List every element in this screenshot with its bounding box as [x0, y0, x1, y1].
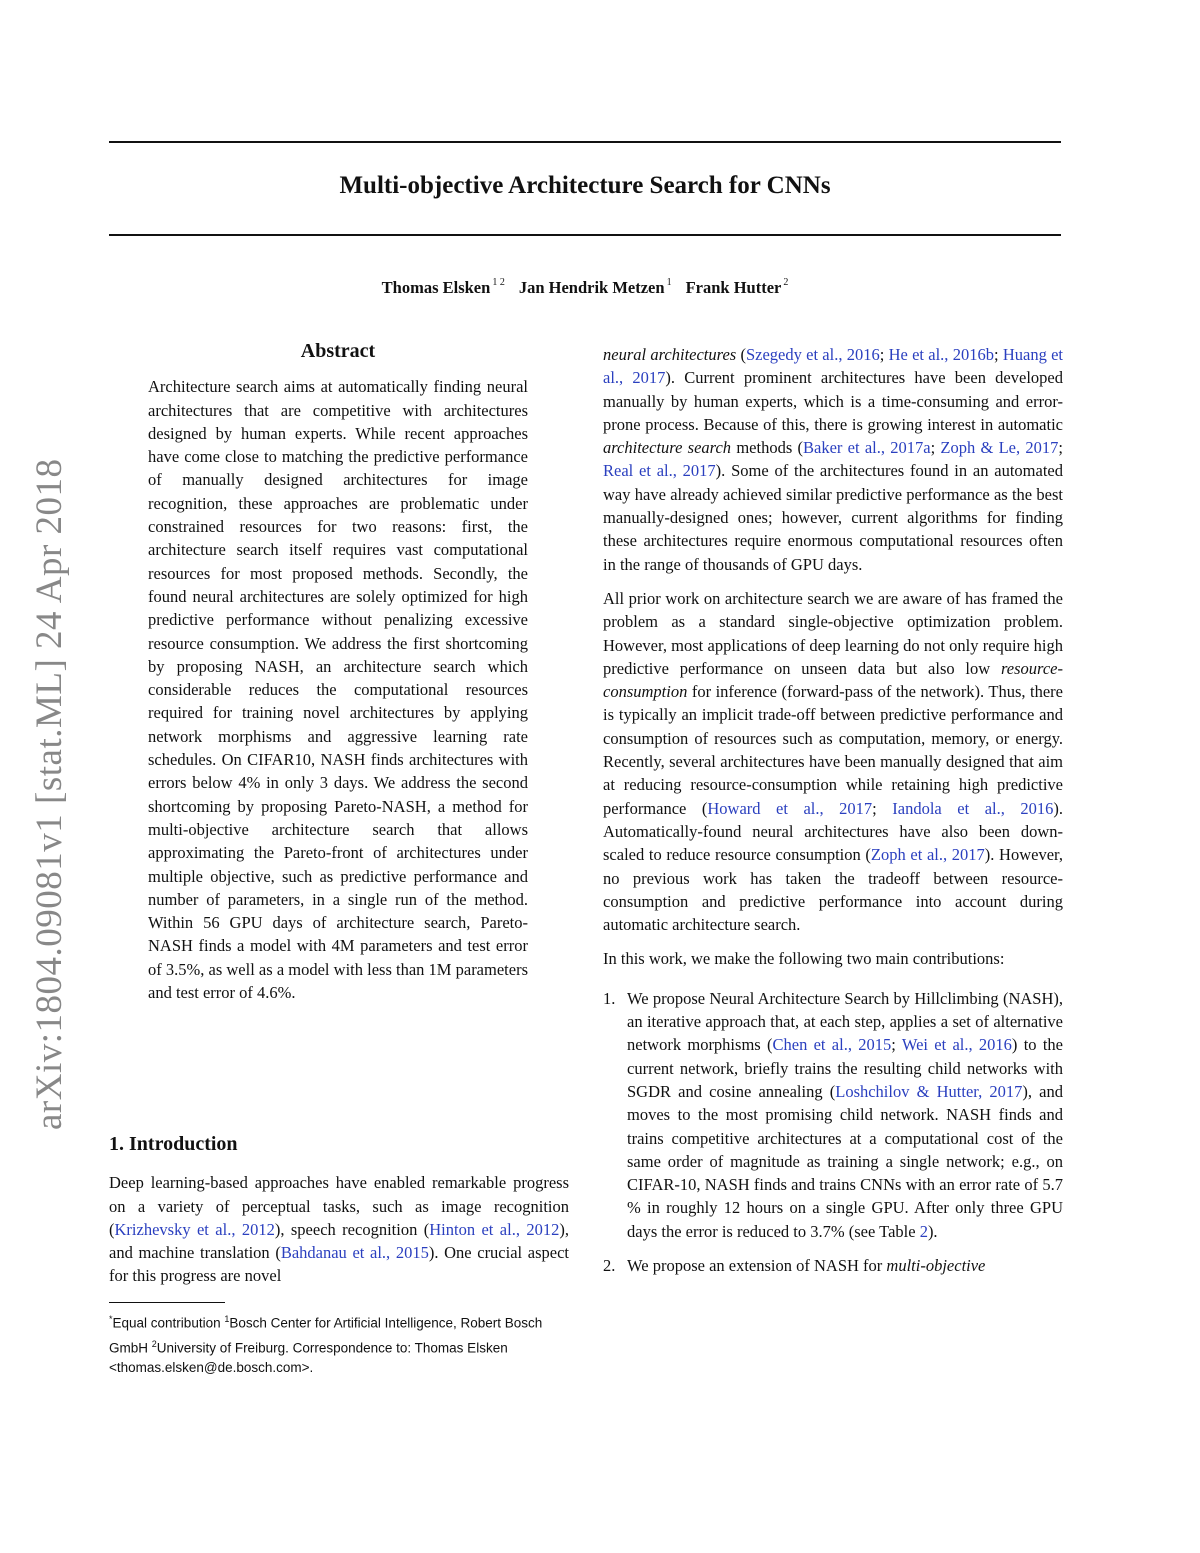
list-item: 2. We propose an extension of NASH for multi-objective — [603, 1255, 986, 1275]
list-item: 1. We propose Neural Architecture Search by Hillclimbing (NASH), an iterative approach that, at each step, applies a set of alternative network morphisms (Chen et al., 2015; Wei et al., 2016) to the current network, briefly trains the resulting child networks with SGDR and cosine annealing (Loshchilov & Hutter, 2017), and moves to the most promising child network. NASH finds and trains competitive architectures at a computational cost of the same order of magnitude as training a single network; e.g., on CIFAR-10, NASH finds and trains CNNs with an error rate of 5.7 % in roughly 12 hours on a single GPU. After only three GPU days the error is reduced to 3.7% (see Table 2). — [603, 988, 1063, 1241]
paper-title: Multi-objective Architecture Search for CNNs — [339, 172, 831, 199]
citation-link[interactable]: Chen et al., 2015 — [772, 1035, 892, 1055]
citation-link[interactable]: Zoph & Le, 2017 — [940, 438, 1059, 458]
contribution-list — [603, 987, 1063, 1278]
citation-link[interactable]: Krizhevsky et al., 2012 — [114, 1219, 275, 1239]
citation-link[interactable]: Zoph et al., 2017 — [870, 845, 985, 865]
citation-link[interactable]: Wei et al., 2016 — [901, 1035, 1012, 1055]
author-affiliation: 1 2 — [492, 276, 505, 288]
body-paragraph: neural architectures (Szegedy et al., 2016; He et al., 2016b; Huang et al., 2017). Current prominent architectures have been developed manually by human experts, which is a time-consuming and error-prone process. Because of this, there is growing interest in automatic architecture search methods (Baker et al., 2017a; Zoph & Le, 2017; Real et al., 2017). Some of the architectures found in an automated way have already achieved similar predictive performance as the best manually-designed ones; however, current algorithms for finding these architectures require enormous computational resources often in the range of thousands of GPU days. — [603, 345, 1063, 574]
author-list — [109, 278, 1061, 298]
citation-link[interactable]: Huang et al., 2017 — [603, 345, 1063, 388]
body-paragraph: In this work, we make the following two main contributions: — [603, 949, 1005, 969]
table-reference-link[interactable]: 2 — [919, 1221, 928, 1241]
citation-link[interactable]: Hinton et al., 2012 — [429, 1219, 560, 1239]
title-bottom-rule — [109, 234, 1061, 236]
introduction-section — [109, 1133, 569, 1288]
author-affiliation: 1 — [666, 276, 672, 288]
author-name: Jan Hendrik Metzen — [518, 278, 665, 297]
introduction-paragraph: Deep learning-based approaches have enabled remarkable progress on a variety of perceptual tasks, such as image recognition (Krizhevsky et al., 2012), speech recognition (Hinton et al., 2012), and machine translation (Bahdanau et al., 2015). One crucial aspect for this progress are novel — [109, 1173, 570, 1286]
abstract-section — [148, 340, 528, 1004]
author-name: Thomas Elsken — [381, 278, 491, 297]
author-name: Frank Hutter — [685, 278, 782, 297]
citation-link[interactable]: He et al., 2016b — [888, 345, 994, 364]
title-top-rule — [109, 141, 1061, 143]
right-column — [603, 343, 1063, 1288]
citation-link[interactable]: Baker et al., 2017a — [803, 438, 931, 458]
abstract-text: Architecture search aims at automatically finding neural architectures that are competitive with architectures designed by human experts. While recent approaches have come close to matching the predictive performance of manually designed architectures for image recognition, these approaches are problematic under constrained resources for two reasons: first, the architecture search itself requires vast computational resources for most proposed methods. Secondly, the found neural architectures are solely optimized for high predictive performance without penalizing excessive resource consumption. We address the first shortcoming by proposing NASH, an architecture search which considerable reduces the computational resources required for training novel architectures by applying network morphisms and aggressive learning rate schedules. On CIFAR10, NASH finds architectures with errors below 4% in only 3 days. We address the second shortcoming by proposing Pareto-NASH, a method for multi-objective architecture search that allows approximating the Pareto-front of architectures under multiple objective, such as predictive performance and number of parameters, in a single run of the method. Within 56 GPU days of architecture search, Pareto-NASH finds a model with 4M parameters and test error of 3.5%, as well as a model with less than 1M parameters and test error of 4.6%. — [148, 377, 528, 1003]
citation-link[interactable]: Howard et al., 2017 — [707, 798, 873, 818]
citation-link[interactable]: Loshchilov & Hutter, 2017 — [835, 1081, 1023, 1101]
body-paragraph: All prior work on architecture search we are aware of has framed the problem as a standard single-objective optimization problem. However, most applications of deep learning do not only require high predictive performance on unseen data but also low resource-consumption for inference (forward-pass of the network). Thus, there is typically an implicit trade-off between predictive performance and consumption of resources such as computation, memory, or energy. Recently, several architectures have been manually designed that aim at reducing resource-consumption while retaining high predictive performance (Howard et al., 2017; Iandola et al., 2016). Automatically-found neural architectures have also been down-scaled to reduce resource consumption (Zoph et al., 2017). However, no previous work has taken the tradeoff between resource-consumption and predictive performance into account during automatic architecture search. — [603, 588, 1064, 935]
introduction-heading: 1. Introduction — [109, 1133, 238, 1155]
citation-link[interactable]: Iandola et al., 2016 — [892, 798, 1054, 818]
citation-link[interactable]: Bahdanau et al., 2015 — [280, 1243, 429, 1263]
citation-link[interactable]: Real et al., 2017 — [603, 461, 716, 481]
citation-link[interactable]: Szegedy et al., 2016 — [745, 345, 880, 364]
footnote: *Equal contribution $^1$Bosch Center for Artificial Intelligence, Robert Bosch GmbH $^2$University of Freiburg. Correspondence to: Thomas Elsken <thomas.elsken@de.bosch.com>. — [109, 1314, 543, 1375]
abstract-heading: Abstract — [300, 340, 376, 362]
footnote-rule — [109, 1302, 225, 1303]
author-affiliation: 2 — [783, 276, 789, 288]
arxiv-sidebar-stamp: arXiv:1804.09081v1 [stat.ML] 24 Apr 2018 — [29, 458, 70, 1130]
